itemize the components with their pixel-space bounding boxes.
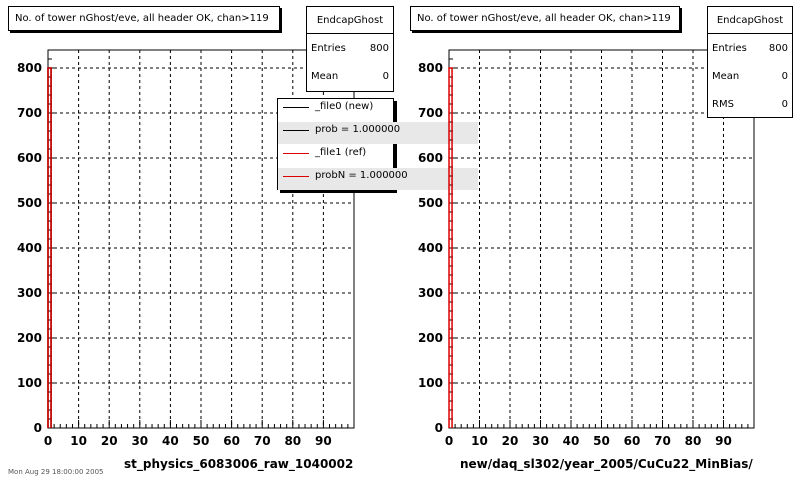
right-y-tick-label-700: 700: [417, 106, 443, 120]
left-histogram-title: No. of tower nGhost/eve, all header OK, chan>119: [8, 6, 280, 31]
right-stats-entries-value: 800: [768, 43, 788, 54]
right-x-tick-label-20: 20: [501, 434, 519, 448]
right-stats-box: [707, 6, 793, 118]
right-x-tick-label-70: 70: [654, 434, 671, 448]
left-stats-entries-label: Entries: [311, 43, 346, 54]
left-stats-name: EndcapGhost: [316, 15, 384, 26]
right-stats-entries-label: Entries: [712, 43, 747, 54]
right-y-tick-label-400: 400: [417, 241, 443, 255]
footnote: Mon Aug 29 18:00:00 2005: [8, 468, 104, 476]
left-x-tick-label-70: 70: [253, 434, 271, 448]
right-stats-rms-label: RMS: [712, 99, 734, 110]
left-y-tick-label-700: 700: [16, 106, 42, 120]
right-stats-rms-value: 0: [781, 99, 788, 110]
legend-label-file0: _file0 (new): [315, 101, 374, 112]
right-x-tick-label-50: 50: [593, 434, 610, 448]
left-x-tick-label-30: 30: [131, 434, 149, 448]
legend-label-prob: prob = 1.000000: [315, 124, 401, 135]
left-stats-mean-label: Mean: [311, 71, 339, 82]
right-y-tick-label-600: 600: [417, 151, 443, 165]
legend-label-file1: _file1 (ref): [315, 147, 367, 158]
left-x-tick-label-0: 0: [43, 434, 53, 448]
right-x-tick-label-30: 30: [532, 434, 549, 448]
right-y-tick-label-200: 200: [417, 331, 443, 345]
left-stats-box: [306, 6, 394, 92]
left-y-tick-label-400: 400: [16, 241, 42, 255]
left-y-tick-label-300: 300: [16, 286, 42, 300]
left-y-tick-label-0: 0: [33, 421, 42, 435]
right-histogram-title: No. of tower nGhost/eve, all header OK, chan>119: [410, 6, 680, 31]
left-y-tick-label-200: 200: [16, 331, 42, 345]
right-y-tick-label-100: 100: [417, 376, 443, 390]
right-y-tick-label-300: 300: [417, 286, 443, 300]
left-x-tick-label-40: 40: [162, 434, 179, 448]
left-x-tick-label-20: 20: [100, 434, 118, 448]
right-y-tick-label-800: 800: [417, 61, 443, 75]
left-y-tick-label-100: 100: [16, 376, 42, 390]
left-x-tick-label-80: 80: [284, 434, 302, 448]
right-x-tick-label-60: 60: [623, 434, 641, 448]
right-stats-name: EndcapGhost: [716, 15, 784, 26]
right-x-tick-label-10: 10: [471, 434, 488, 448]
right-x-axis-title: new/daq_sl302/year_2005/CuCu22_MinBias/: [460, 457, 753, 471]
right-x-tick-label-40: 40: [562, 434, 580, 448]
legend-label-probn: probN = 1.000000: [315, 170, 408, 181]
left-x-tick-label-60: 60: [223, 434, 240, 448]
right-x-tick-label-0: 0: [444, 434, 454, 448]
right-x-tick-label-90: 90: [715, 434, 732, 448]
left-x-tick-label-90: 90: [315, 434, 332, 448]
left-x-axis-title: st_physics_6083006_raw_1040002: [124, 457, 354, 471]
left-stats-entries-value: 800: [369, 43, 389, 54]
left-y-tick-label-500: 500: [16, 196, 42, 210]
right-y-tick-label-500: 500: [417, 196, 443, 210]
right-stats-mean-value: 0: [781, 71, 788, 82]
right-histogram-pad: [400, 0, 800, 480]
left-legend: [277, 98, 408, 190]
left-x-tick-label-10: 10: [70, 434, 87, 448]
left-stats-mean-value: 0: [382, 71, 389, 82]
right-y-tick-label-0: 0: [434, 421, 443, 435]
left-x-tick-label-50: 50: [192, 434, 210, 448]
right-x-tick-label-80: 80: [684, 434, 702, 448]
right-stats-mean-label: Mean: [712, 71, 740, 82]
left-y-tick-label-800: 800: [16, 61, 42, 75]
left-y-tick-label-600: 600: [16, 151, 42, 165]
